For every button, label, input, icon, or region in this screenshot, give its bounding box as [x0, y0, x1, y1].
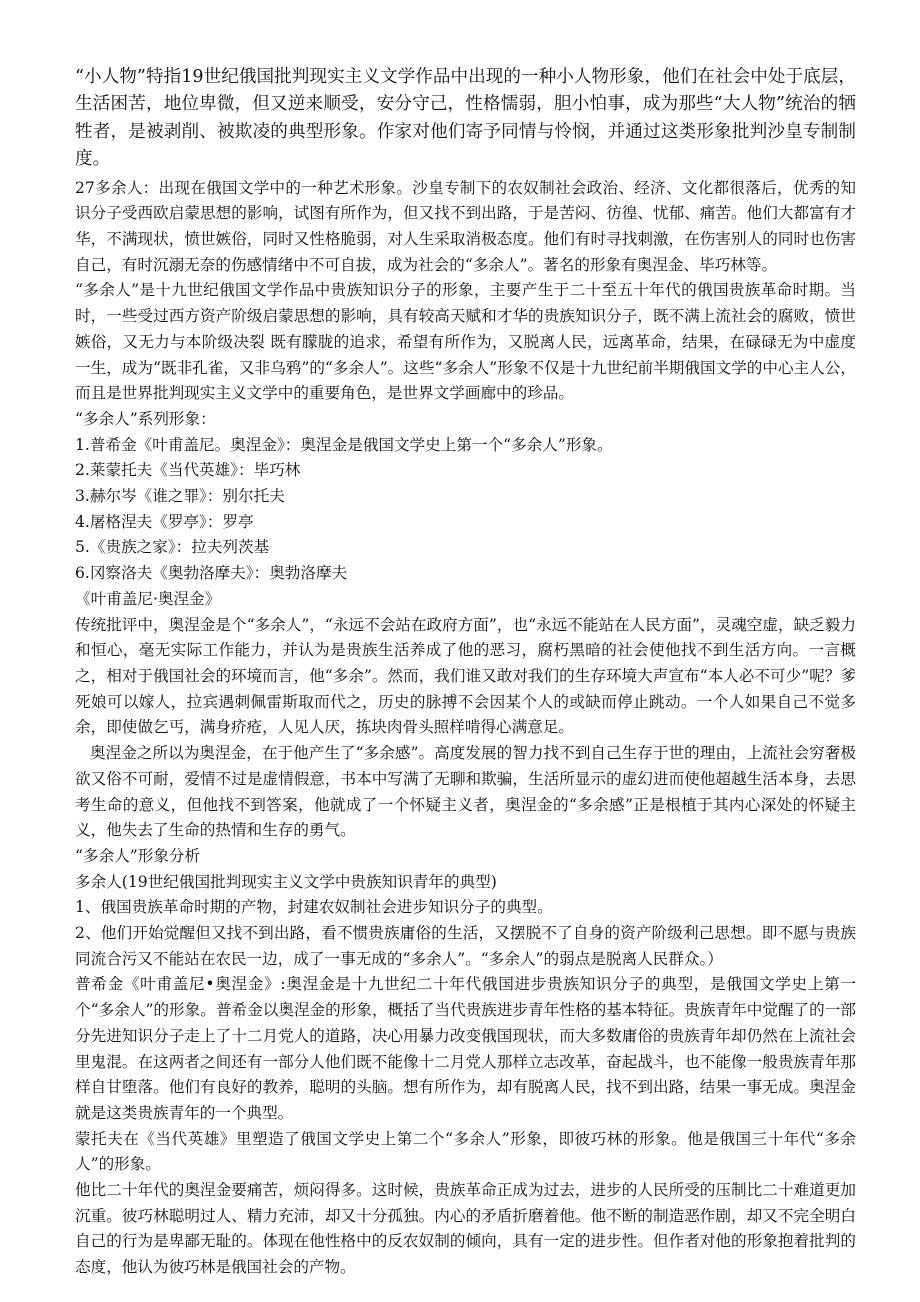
paragraph-lermontov-pechorin: 蒙托夫在《当代英雄》里塑造了俄国文学史上第二个“多余人”形象，即彼巧林的形象。他是俄国三十年代“多余人”的形象。 [75, 1129, 856, 1174]
paragraph-pushkin-onegin: 普希金《叶甫盖尼•奥涅金》:奥涅金是十九世纪二十年代俄国进步贵族知识分子的典型，是俄国文学史上第一个“多余人”的形象。普希金以奥涅金的形象，概括了当代贵族进步青年性格的基本特征。贵族青年中觉醒了的一部分先进知识分子走上了十二月党人的道路，决心用暴力改变俄国现状，而大多数庸俗的贵族青年却仍然在上流社会里鬼混。在这两者之间还有一部分人他们既不能像十二月党人那样立志改革，奋起战斗，也不能像一般贵族青年那样自甘堕落。他们有良好的教养，聪明的头脑。想有所作为，却有脱离人民，找不到出路，结果一事无成。奥涅金就是这类贵族青年的一个典型。 [75, 975, 856, 1122]
list-item: 1.普希金《叶甫盖尼。奥涅金》：奥涅金是俄国文学史上第一个“多余人”形象。 [75, 435, 613, 454]
paragraph-definition-line: 多余人(19世纪俄国批判现实主义文学中贵族知识青年的典型) [75, 872, 497, 891]
list-heading: “多余人”系列形象： [75, 409, 216, 428]
analysis-point-2: 2、他们开始觉醒但又找不到出路，看不惯贵族庸俗的生活，又摆脱不了自身的资产阶级利己思想。即不愿与贵族同流合污又不能站在农民一边，成了一事无成的“多余人”。“多余人”的弱点是脱离人民群众。） [75, 924, 856, 968]
paragraph-onegin-superfluous-sense: 奥涅金之所以为奥涅金，在于他产生了“多余感”。高度发展的智力找不到自己生存于世的理由，上流社会穷奢极欲又俗不可耐，爱情不过是虚情假意，书本中写满了无聊和欺骗，生活所显示的虚幻进而使他超越生活本身，去思考生命的意义，但他找不到答案，他就成了一个怀疑主义者，奥涅金的“多余感”正是根植于其内心深处的怀疑主义，他失去了生命的热情和生存的勇气。 [75, 744, 856, 840]
section-title-onegin: 《叶甫盖尼·奥涅金》 [75, 589, 221, 608]
list-item: 2.莱蒙托夫《当代英雄》：毕巧林 [75, 461, 301, 480]
paragraph-superfluous-man-definition: 27多余人：出现在俄国文学中的一种艺术形象。沙皇专制下的农奴制社会政治、经济、文化都很落后，优秀的知识分子受西欧启蒙思想的影响，试图有所作为，但又找不到出路，于是苦闷、彷徨、忧郁、痛苦。他们大都富有才华，不满现状，愤世嫉俗，同时又性格脆弱，对人生采取消极态度。他们有时寻找刺激，在伤害别人的同时也伤害自己，有时沉溺无奈的伤感情绪中不可自拔，成为社会的“多余人”。著名的形象有奥涅金、毕巧林等。 [75, 178, 856, 274]
section-title-analysis: “多余人”形象分析 [75, 846, 201, 865]
paragraph-superfluous-man-context: “多余人”是十九世纪俄国文学作品中贵族知识分子的形象，主要产生于二十至五十年代的俄国贵族革命时期。当时，一些受过西方资产阶级启蒙思想的影响，具有较高天赋和才华的贵族知识分子，既不满上流社会的腐败，愤世嫉俗，又无力与本阶级决裂 既有朦胧的追求，希望有所作为，又脱离人民，远离革命，结果，在碌碌无为中虚度一生，成为“既非孔雀，又非乌鸦”的“多余人”。这些“多余人”形象不仅是十九世纪前半期俄国文学的中心主人公，而且是世界批判现实主义文学中的重要角色，是世界文学画廊中的珍品。 [75, 281, 856, 403]
analysis-point-1: 1、俄国贵族革命时期的产物，封建农奴制社会进步知识分子的典型。 [75, 898, 553, 917]
list-item: 6.冈察洛夫《奥勃洛摩夫》：奥勃洛摩夫 [75, 564, 348, 583]
paragraph-pechorin-analysis: 他比二十年代的奥涅金要痛苦，烦闷得多。这时候，贵族革命正成为过去，进步的人民所受的压制比二十难道更加沉重。彼巧林聪明过人、精力充沛，却又十分孤独。内心的矛盾折磨着他。他不断的制造恶作剧，却又不完全明白自己的行为是卑鄙无耻的。体现在他性格中的反农奴制的倾向，具有一定的进步性。但作者对他的形象抱着批判的态度，他认为彼巧林是俄国社会的产物。 [75, 1181, 856, 1277]
list-item: 3.赫尔岑《谁之罪》：别尔托夫 [75, 487, 285, 506]
paragraph-traditional-criticism: 传统批评中，奥涅金是个“多余人”，“永远不会站在政府方面”，也“永远不能站在人民方面”，灵魂空虚，缺乏毅力和恒心，毫无实际工作能力，并认为是贵族生活养成了他的恶习，腐朽黑暗的社会使他找不到生活方向。一言概之，相对于俄国社会的环境而言，他“多余”。然而，我们谁又敢对我们的生存环境大声宣布“本人必不可少”呢？爹死娘可以嫁人，拉宾遇刺佩雷斯取而代之，历史的脉搏不会因某个人的或缺而停止跳动。一个人如果自己不觉多余，即使做乞丐，满身疥疮，人见人厌，拣块肉骨头照样啃得心满意足。 [75, 615, 856, 737]
paragraph-little-man: “小人物”特指19世纪俄国批判现实主义文学作品中出现的一种小人物形象，他们在社会中处于底层，生活困苦，地位卑微，但又逆来顺受，安分守己，性格懦弱，胆小怕事，成为那些“大人物”统治的牺牲者，是被剥削、被欺凌的典型形象。作家对他们寄予同情与怜悯，并通过这类形象批判沙皇专制制度。 [75, 67, 856, 170]
list-item: 5.《贵族之家》：拉夫列茨基 [75, 538, 270, 557]
list-item: 4.屠格涅夫《罗亭》：罗亭 [75, 512, 254, 531]
